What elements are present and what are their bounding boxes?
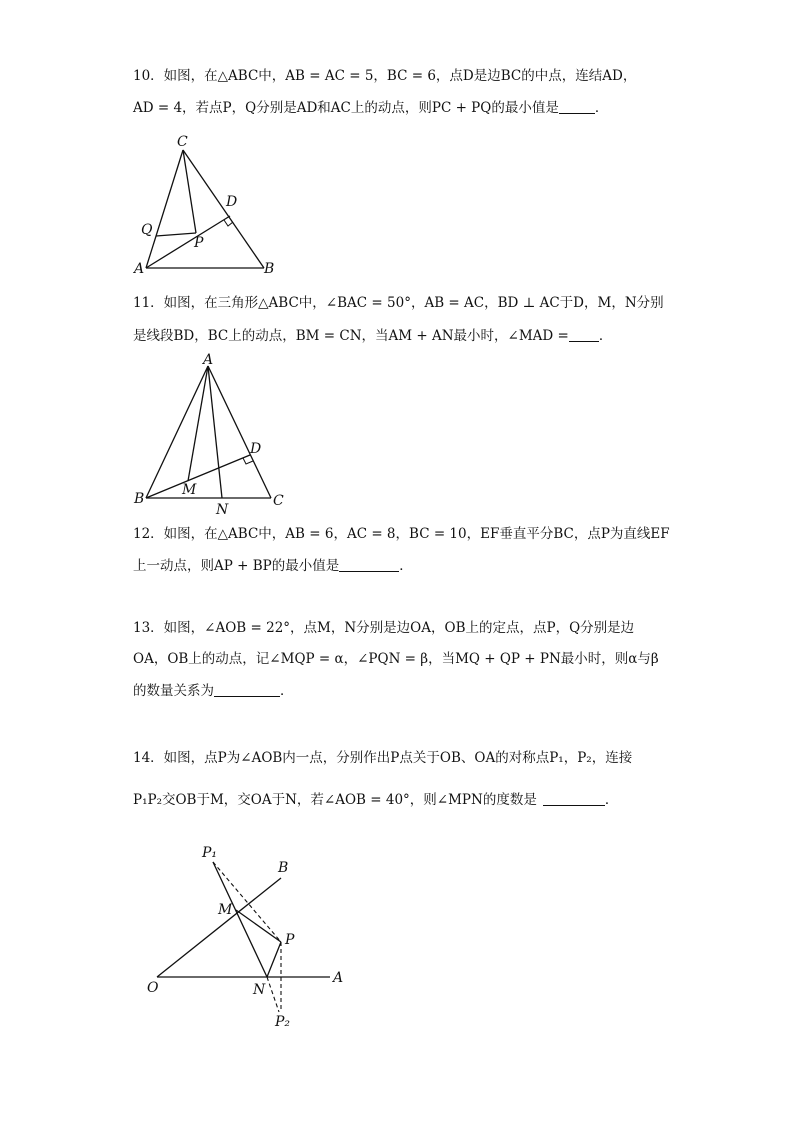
q13-line3-text: 的数量关系为	[133, 683, 214, 699]
q14-label-b: B	[278, 860, 289, 876]
q10-label-d: D	[226, 194, 238, 210]
q14-label-p2: P₂	[275, 1014, 291, 1030]
q14-dashed-np2	[267, 977, 279, 1012]
q14-label-n: N	[253, 982, 266, 998]
q11-line1: 11．如图，在三角形△ABC中，∠BAC = 50°，AB = AC，BD ⊥ AC于D，M，N分别	[133, 295, 664, 311]
q10-line2-text: AD = 4，若点P，Q分别是AD和AC上的动点，则PC + PQ的最小值是	[133, 100, 559, 116]
q14-label-a: A	[333, 970, 344, 986]
q14-label-m: M	[218, 902, 233, 918]
q13-end: ．	[280, 683, 294, 699]
q10-line1: 10．如图，在△ABC中，AB = AC = 5，BC = 6，点D是边BC的中点，连结AD，	[133, 68, 637, 84]
q12-line1: 12．如图，在△ABC中，AB = 6，AC = 8，BC = 10，EF垂直平分BC，点P为直线EF	[133, 526, 670, 542]
q12-end: ．	[399, 558, 413, 574]
q10-label-a: A	[134, 261, 145, 277]
q13-line1: 13．如图，∠AOB = 22°，点M，N分别是边OA，OB上的定点，点P，Q分别是边	[133, 620, 635, 636]
q11-label-b: B	[134, 491, 145, 507]
q14-label-p1: P₁	[202, 845, 218, 861]
q11-end: ．	[598, 328, 613, 344]
q10-label-c: C	[177, 134, 188, 150]
q12-line2-text: 上一动点，则AP + BP的最小值是	[133, 558, 340, 574]
q11-label-a: A	[203, 352, 214, 368]
q10-label-b: B	[264, 261, 275, 277]
q10-label-p: P	[194, 235, 204, 251]
q10-label-q: Q	[141, 222, 153, 238]
q11-line2-text: 是线段BD，BC上的动点，BM = CN，当AM + AN最小时，∠MAD =	[133, 328, 569, 344]
q13-line2: OA，OB上的动点，记∠MQP = α，∠PQN = β，当MQ + QP + PN最小时，则α与β	[133, 651, 659, 667]
q14-segment-np	[267, 942, 281, 977]
q11-label-m: M	[182, 482, 197, 498]
q11-label-n: N	[216, 502, 229, 518]
q14-end: ．	[604, 792, 619, 808]
q14-ray-ob	[157, 878, 281, 977]
q10-end: ．	[594, 100, 609, 116]
q14-segment-p1p2-solid	[213, 862, 267, 977]
q14-label-p: P	[285, 932, 295, 948]
q11-label-c: C	[273, 493, 284, 509]
q14-label-o: O	[147, 980, 159, 996]
q14-line2-text: P₁P₂交OB于M，交OA于N，若∠AOB = 40°，则∠MPN的度数是	[133, 792, 537, 808]
q11-label-d: D	[250, 441, 262, 457]
q14-line1: 14．如图，点P为∠AOB内一点，分别作出P点关于OB、OA的对称点P₁，P₂，连接	[133, 750, 633, 766]
